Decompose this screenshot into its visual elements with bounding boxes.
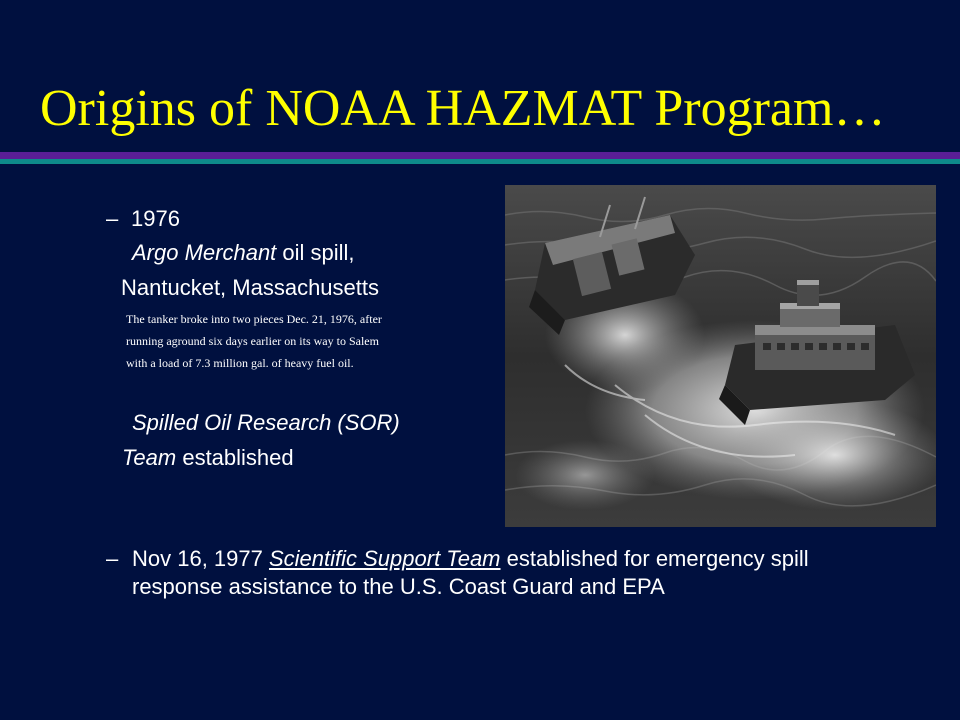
sst-rest: established for emergency spill response assistance to the U.S. Coast Guard and EPA (132, 546, 809, 599)
sor-line-2 (122, 445, 294, 471)
sor-team-word: Team (122, 445, 177, 470)
ship-name: Argo Merchant (132, 240, 277, 265)
spill-note (126, 308, 382, 374)
sor-team-name: Spilled Oil Research (SOR) (132, 410, 400, 435)
title-divider-teal (0, 159, 960, 164)
note-line: The tanker broke into two pieces Dec. 21, 1976, after (126, 312, 382, 326)
sor-line-1 (132, 410, 400, 436)
spill-line-1 (132, 240, 355, 266)
bullet-dash: – (106, 546, 119, 571)
sor-line-2-rest: established (176, 445, 294, 470)
spill-line-1-rest: oil spill, (276, 240, 355, 265)
title-divider-purple (0, 152, 960, 159)
slide-title: Origins of NOAA HAZMAT Program… (40, 80, 886, 137)
note-line: with a load of 7.3 million gal. of heavy fuel oil. (126, 356, 354, 370)
spill-line-2: Nantucket, Massachusetts (121, 275, 380, 300)
sst-paragraph (132, 545, 832, 601)
tanker-photo (505, 185, 936, 527)
sst-team-name: Scientific Support Team (268, 546, 501, 571)
bullet-year: 1976 (131, 206, 180, 231)
bullet-dash: – (106, 206, 119, 231)
sst-date: Nov 16, 1977 (132, 546, 269, 571)
note-line: running aground six days earlier on its way to Salem (126, 334, 379, 348)
